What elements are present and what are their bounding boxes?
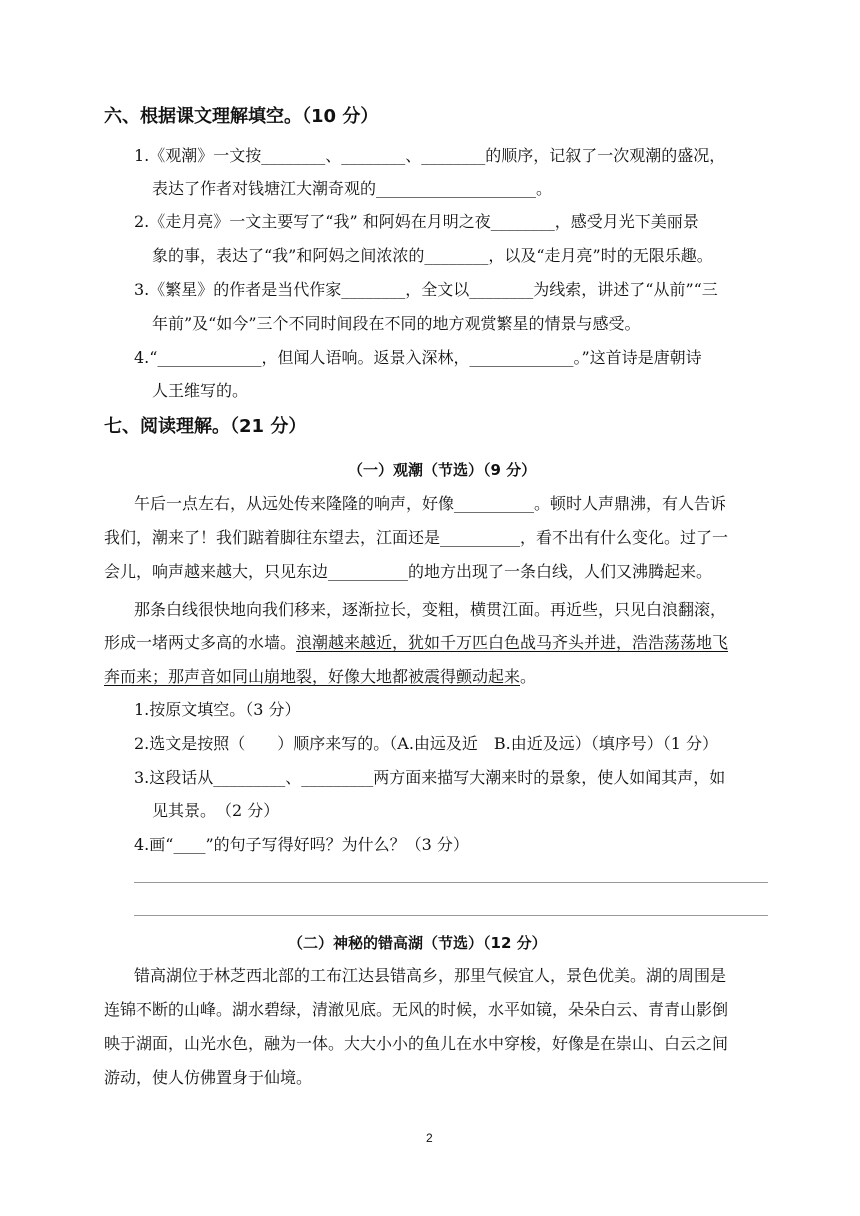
- passage-1-q1: 1.按原文填空。（3 分）: [134, 700, 301, 719]
- s6-q3-line2: 年前”及“如今”三个不同时间段在不同的地方观赏繁星的情景与感受。: [152, 314, 641, 333]
- passage-2-line1: 错高湖位于林芝西北部的工布江达县错高乡，那里气候宜人，景色优美。湖的周围是: [134, 966, 727, 985]
- s6-q4-line2: 人王维写的。: [152, 381, 249, 400]
- s6-q3-line1: 3.《繁星》的作者是当代作家________，全文以________为线索，讲述了“从前”“三: [134, 280, 718, 299]
- section-6-heading: 六、根据课文理解填空。（10 分）: [104, 106, 379, 127]
- p2-line2-plain: 形成一堵两丈多高的水墙。: [104, 633, 297, 652]
- passage-1-title: （一）观潮（节选）（9 分）: [348, 461, 537, 479]
- passage-1-q2: 2.选文是按照（ ）顺序来写的。（A.由远及近 B.由近及远）（填序号）（1 分）: [134, 734, 719, 753]
- answer-line: [134, 882, 768, 883]
- page-number: 2: [426, 1131, 433, 1145]
- passage-2-line4: 游动，使人仿佛置身于仙境。: [104, 1068, 313, 1087]
- passage-1-q4: 4.画“____”的句子写得好吗？为什么？（3 分）: [134, 835, 469, 854]
- answer-line: [134, 915, 768, 916]
- s6-q1-line1: 1.《观潮》一文按________、________、________的顺序，记叙了一次观潮的盛况，: [134, 146, 726, 165]
- passage-1-p2-line3: [104, 667, 536, 687]
- passage-1-q3-line2: 见其景。 （2 分）: [152, 801, 280, 820]
- section-7-heading: 七、阅读理解。（21 分）: [104, 416, 307, 437]
- s6-q1-line2: 表达了作者对钱塘江大潮奇观的____________________。: [152, 179, 553, 198]
- underlined-sentence-part1: 浪潮越来越近，犹如千万匹白色战马齐头并进，浩浩荡荡地飞: [296, 633, 729, 652]
- passage-1-q3-line1: 3.这段话从_________、_________两方面来描写大潮来时的景象，使人如闻其声，如: [134, 768, 726, 787]
- s6-q2-line2: 象的事，表达了“我”和阿妈之间浓浓的________，以及“走月亮”时的无限乐趣。: [152, 246, 713, 265]
- passage-1-p2-line2: [104, 633, 728, 653]
- passage-1-p1-line3: 会儿，响声越来越大，只见东边__________的地方出现了一条白线，人们又沸腾起来。: [104, 562, 713, 581]
- passage-1-p2-line1: 那条白线很快地向我们移来，逐渐拉长，变粗，横贯江面。再近些，只见白浪翻滚，: [134, 600, 727, 619]
- s6-q4-line1: 4.“_____________，但闻人语响。返景入深林，_____________。”这首诗是唐朝诗: [134, 348, 702, 367]
- s6-q2-line1: 2.《走月亮》一文主要写了“我” 和阿妈在月明之夜________，感受月光下美丽景: [134, 212, 699, 231]
- underlined-sentence-part2: 奔而来；那声音如同山崩地裂，好像大地都被震得颤动起来: [104, 667, 521, 686]
- passage-2-line3: 映于湖面，山光水色，融为一体。大大小小的鱼儿在水中穿梭，好像是在崇山、白云之间: [104, 1034, 729, 1053]
- passage-1-p1-line1: 午后一点左右，从远处传来隆隆的响声，好像__________。顿时人声鼎沸，有人告诉: [134, 494, 727, 513]
- passage-2-title: （二）神秘的错高湖（节选）（12 分）: [288, 934, 547, 952]
- passage-2-line2: 连锦不断的山峰。湖水碧绿，清澈见底。无风的时候，水平如镜，朵朵白云、青青山影倒: [104, 1000, 729, 1019]
- p2-line3-plain: 。: [520, 667, 537, 686]
- passage-1-p1-line2: 我们，潮来了！我们踮着脚往东望去，江面还是__________，看不出有什么变化。过了一: [104, 528, 729, 547]
